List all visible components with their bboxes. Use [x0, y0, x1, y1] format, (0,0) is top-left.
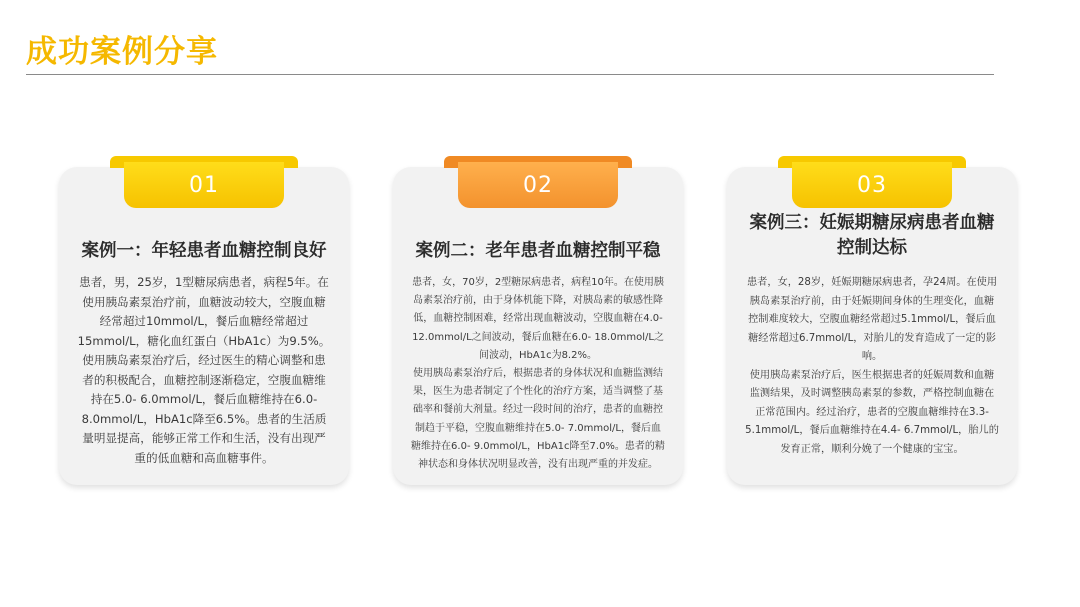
case-paragraph: 患者，女，28岁，妊娠期糖尿病患者，孕24周。在使用胰岛素泵治疗前，由于妊娠期间身体的生理变化，血糖控制难度较大，空腹血糖经常超过5.1mmol/L，餐后血糖经常超过6.7mmol/L，对胎儿的发育造成了一定的影响。 [746, 277, 998, 362]
case-heading: 案例二：老年患者血糖控制平稳 [415, 241, 661, 261]
title-divider [26, 74, 994, 75]
case-body [745, 274, 999, 459]
case-card-2 [393, 167, 683, 485]
case-heading: 案例三：妊娠期糖尿病患者血糖控制达标 [749, 213, 995, 258]
case-heading: 案例一：年轻患者血糖控制良好 [81, 241, 327, 261]
page-title: 成功案例分享 [26, 34, 218, 70]
case-paragraph: 患者，女，70岁，2型糖尿病患者，病程10年。在使用胰岛素泵治疗前，由于身体机能下降，对胰岛素的敏感性降低，血糖控制困难，经常出现血糖波动，空腹血糖在4.0- 12.0mmol/L之间波动，餐后血糖在6.0- 18.0mmol/L之间波动，HbA1c为8.2%。 [412, 277, 664, 361]
case-number: 02 [458, 162, 618, 208]
case-card-3 [727, 167, 1017, 485]
case-number: 01 [124, 162, 284, 208]
case-body [411, 274, 665, 474]
case-body [77, 273, 331, 468]
case-paragraph: 使用胰岛素泵治疗后，根据患者的身体状况和血糖监测结果，医生为患者制定了个性化的治疗方案，适当调整了基础率和餐前大剂量。经过一段时间的治疗，患者的血糖控制趋于平稳，空腹血糖维持在5.0- 7.0mmol/L，餐后血糖维持在6.0- 9.0mmol/L，HbA1c降至7.0%。患者的精神状态和身体状况明显改善，没有出现严重的并发症。 [411, 368, 665, 471]
case-paragraph: 使用胰岛素泵治疗后，经过医生的精心调整和患者的积极配合，血糖控制逐渐稳定，空腹血糖维持在5.0- 6.0mmol/L，餐后血糖维持在6.0- 8.0mmol/L，HbA1c降至6.5%。患者的生活质量明显提高，能够正常工作和生活，没有出现严重的低血糖和高血糖事件。 [81, 353, 327, 465]
case-card-1 [59, 167, 349, 485]
case-number: 03 [792, 162, 952, 208]
case-number-tab [444, 156, 632, 208]
case-number-tab [778, 156, 966, 208]
case-paragraph: 使用胰岛素泵治疗后，医生根据患者的妊娠周数和血糖监测结果，及时调整胰岛素泵的参数，严格控制血糖在正常范围内。经过治疗，患者的空腹血糖维持在3.3- 5.1mmol/L，餐后血糖维持在4.4- 6.7mmol/L，胎儿的发育正常，顺利分娩了一个健康的宝宝。 [745, 369, 999, 455]
case-number-tab [110, 156, 298, 208]
case-paragraph: 患者，男，25岁，1型糖尿病患者，病程5年。在使用胰岛素泵治疗前，血糖波动较大，空腹血糖经常超过10mmol/L，餐后血糖经常超过15mmol/L，糖化血红蛋白（HbA1c）为9.5%。 [77, 275, 331, 348]
